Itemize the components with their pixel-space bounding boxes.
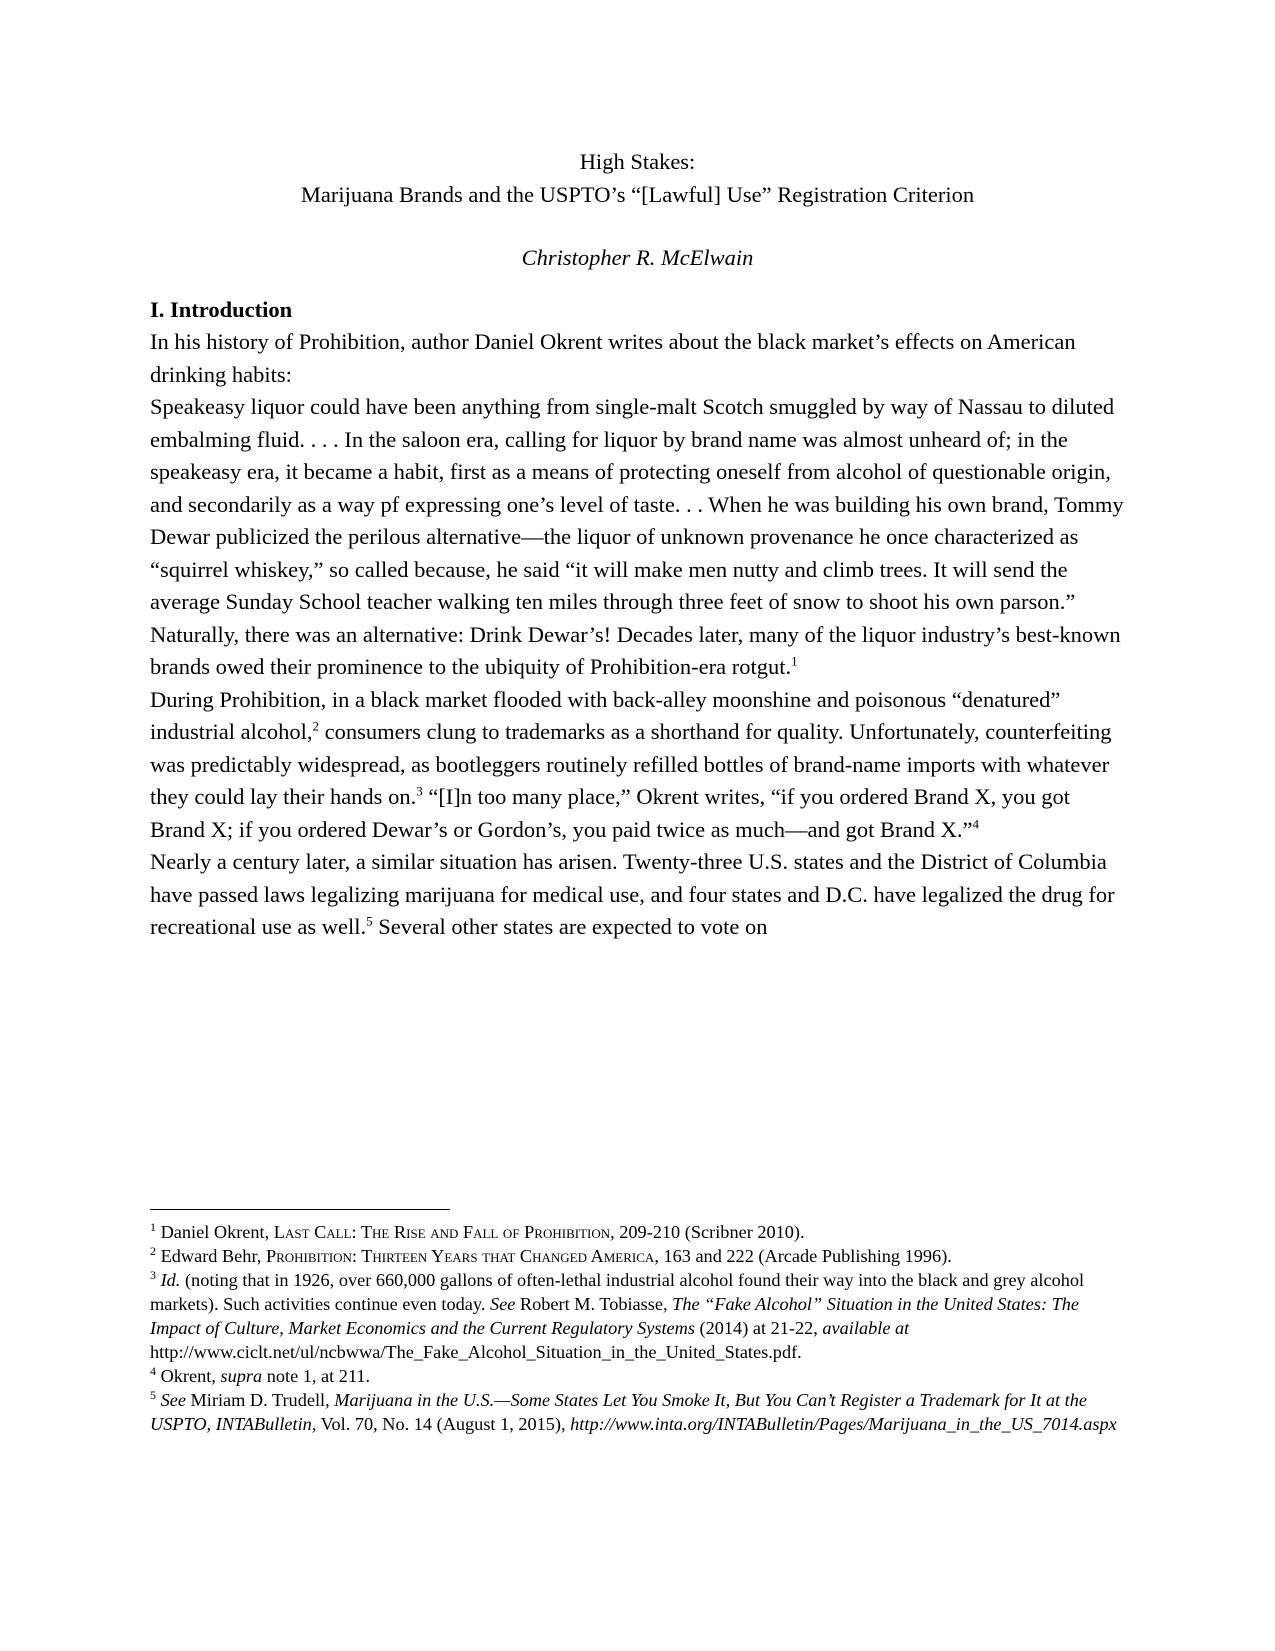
footnote-work-title: Last Call: The Rise and Fall of Prohibition [273,1222,611,1242]
article-title [150,145,1125,211]
author-name: Christopher R. McElwain [521,245,754,270]
footnote-1 [150,1220,1125,1244]
footnote-3 [150,1268,1125,1364]
paragraph-2-seg-2: consumers clung to trademarks as a shorthand for quality. Unfortunately, counterfeiting was predictably widespread, as bootleggers routinely refilled bottles of brand-name imports with whatever they could lay their hands on. [150,719,1112,809]
footnote-text: Miriam D. Trudell, [185,1390,335,1410]
footnote-text: note 1, at 211. [262,1366,371,1386]
footnote-text: (2014) at 21-22, [694,1318,823,1338]
footnote-number: 2 [150,1243,156,1258]
footnote-text: , 163 and 222 (Arcade Publishing 1996). [654,1246,952,1266]
footnote-signal: Id. [160,1270,181,1290]
title-line-1: High Stakes: [579,149,696,174]
paragraph-3-seg-2: Several other states are expected to vote on [372,914,768,939]
paragraph-3-seg-1: Nearly a century later, a similar situation has arisen. Twenty-three U.S. states and the District of Columbia have passed laws legalizing marijuana for medical use, and four states and D.C. have legalized the drug for recreational use as well. [150,849,1115,939]
footnote-url[interactable]: http://www.ciclt.net/ul/ncbwwa/The_Fake_Alcohol_Situation_in_the_United_States.pdf. [150,1342,802,1362]
block-quote-text: Speakeasy liquor could have been anything from single-malt Scotch smuggled by way of Nassau to diluted embalming fluid. . . . In the saloon era, calling for liquor by brand name was almost unheard of; in the speakeasy era, it became a habit, first as a means of protecting oneself from alcohol of questionable origin, and secondarily as a way pf expressing one’s level of taste. . . When he was building his own brand, Tommy Dewar publicized the perilous alternative—the liquor of unknown provenance he once characterized as “squirrel whiskey,” so called because, he said “it will make men nutty and climb trees. It will send the average Sunday School teacher walking ten miles through three feet of snow to shoot his own parson.” Naturally, there was an alternative: Drink Dewar’s! Decades later, many of the liquor industry’s best-known brands owed their prominence to the ubiquity of Prohibition-era rotgut. [150,394,1124,679]
section-heading: I. Introduction [150,297,293,322]
footnote-number: 5 [150,1387,156,1402]
footnotes-section [150,1220,1125,1436]
block-quote [150,391,1125,684]
footnote-signal: See [156,1390,186,1410]
footnote-text: (noting that in 1926, over 660,000 gallons of often-lethal industrial alcohol found their way into the black and grey alcohol markets). Such activities continue even today. [150,1270,1085,1314]
paragraph-2 [150,684,1125,847]
footnote-number: 3 [150,1267,156,1282]
footnote-work-title: , The “Fake Alcohol” Situation in the United States: The Impact of Culture, Market Economics and the Current Regulatory Systems [150,1294,1080,1338]
footnote-signal: supra [220,1366,263,1386]
paragraph-2-seg-3: “[I]n too many place,” Okrent writes, “if you ordered Brand X, you got Brand X; if you ordered Dewar’s or Gordon’s, you paid twice as much—and got Brand X.” [150,784,1070,842]
footnote-url[interactable]: http://www.inta.org/INTABulletin/Pages/Marijuana_in_the_US_7014.aspx [570,1414,1117,1434]
footnote-text: Edward Behr, [156,1246,266,1266]
footnote-ref-5[interactable]: 5 [366,913,373,929]
footnote-signal: See [489,1294,516,1314]
main-content [150,145,1125,944]
footnote-text: Robert M. Tobiasse [515,1294,664,1314]
footnote-divider [150,1209,450,1210]
footnote-2 [150,1244,1125,1268]
footnote-text: Vol. 70, No. 14 (August 1, 2015), [316,1414,571,1434]
footnote-number: 4 [150,1363,156,1378]
footnote-work-title: Marijuana in the U.S.—Some States Let You Smoke It, But You Can’t Register a Trademark for It at the USPTO, INTABulletin, [150,1390,1087,1434]
footnote-ref-4[interactable]: 4 [972,816,980,831]
title-line-2: Marijuana Brands and the USPTO’s “[Lawful] Use” Registration Criterion [300,182,975,207]
footnote-signal: available at [822,1318,910,1338]
footnote-5 [150,1388,1125,1436]
footnote-text: , 209-210 (Scribner 2010). [610,1222,805,1242]
footnote-ref-2[interactable]: 2 [312,718,319,734]
paragraph-3 [150,846,1125,944]
footnote-ref-1[interactable]: 1 [791,653,798,669]
footnote-text: Okrent, [156,1366,221,1386]
paragraph-2-seg-1: During Prohibition, in a black market flooded with back-alley moonshine and poisonous “denatured” industrial alcohol, [150,686,1061,744]
footnote-4 [150,1364,1125,1388]
footnote-number: 1 [150,1219,156,1234]
footnote-ref-3[interactable]: 3 [416,783,423,799]
footnote-text: Daniel Okrent, [156,1222,274,1242]
intro-paragraph: In his history of Prohibition, author Daniel Okrent writes about the black market’s effects on American drinking habits: [150,329,1076,387]
footnote-work-title: Prohibition: Thirteen Years that Changed America [265,1246,655,1266]
